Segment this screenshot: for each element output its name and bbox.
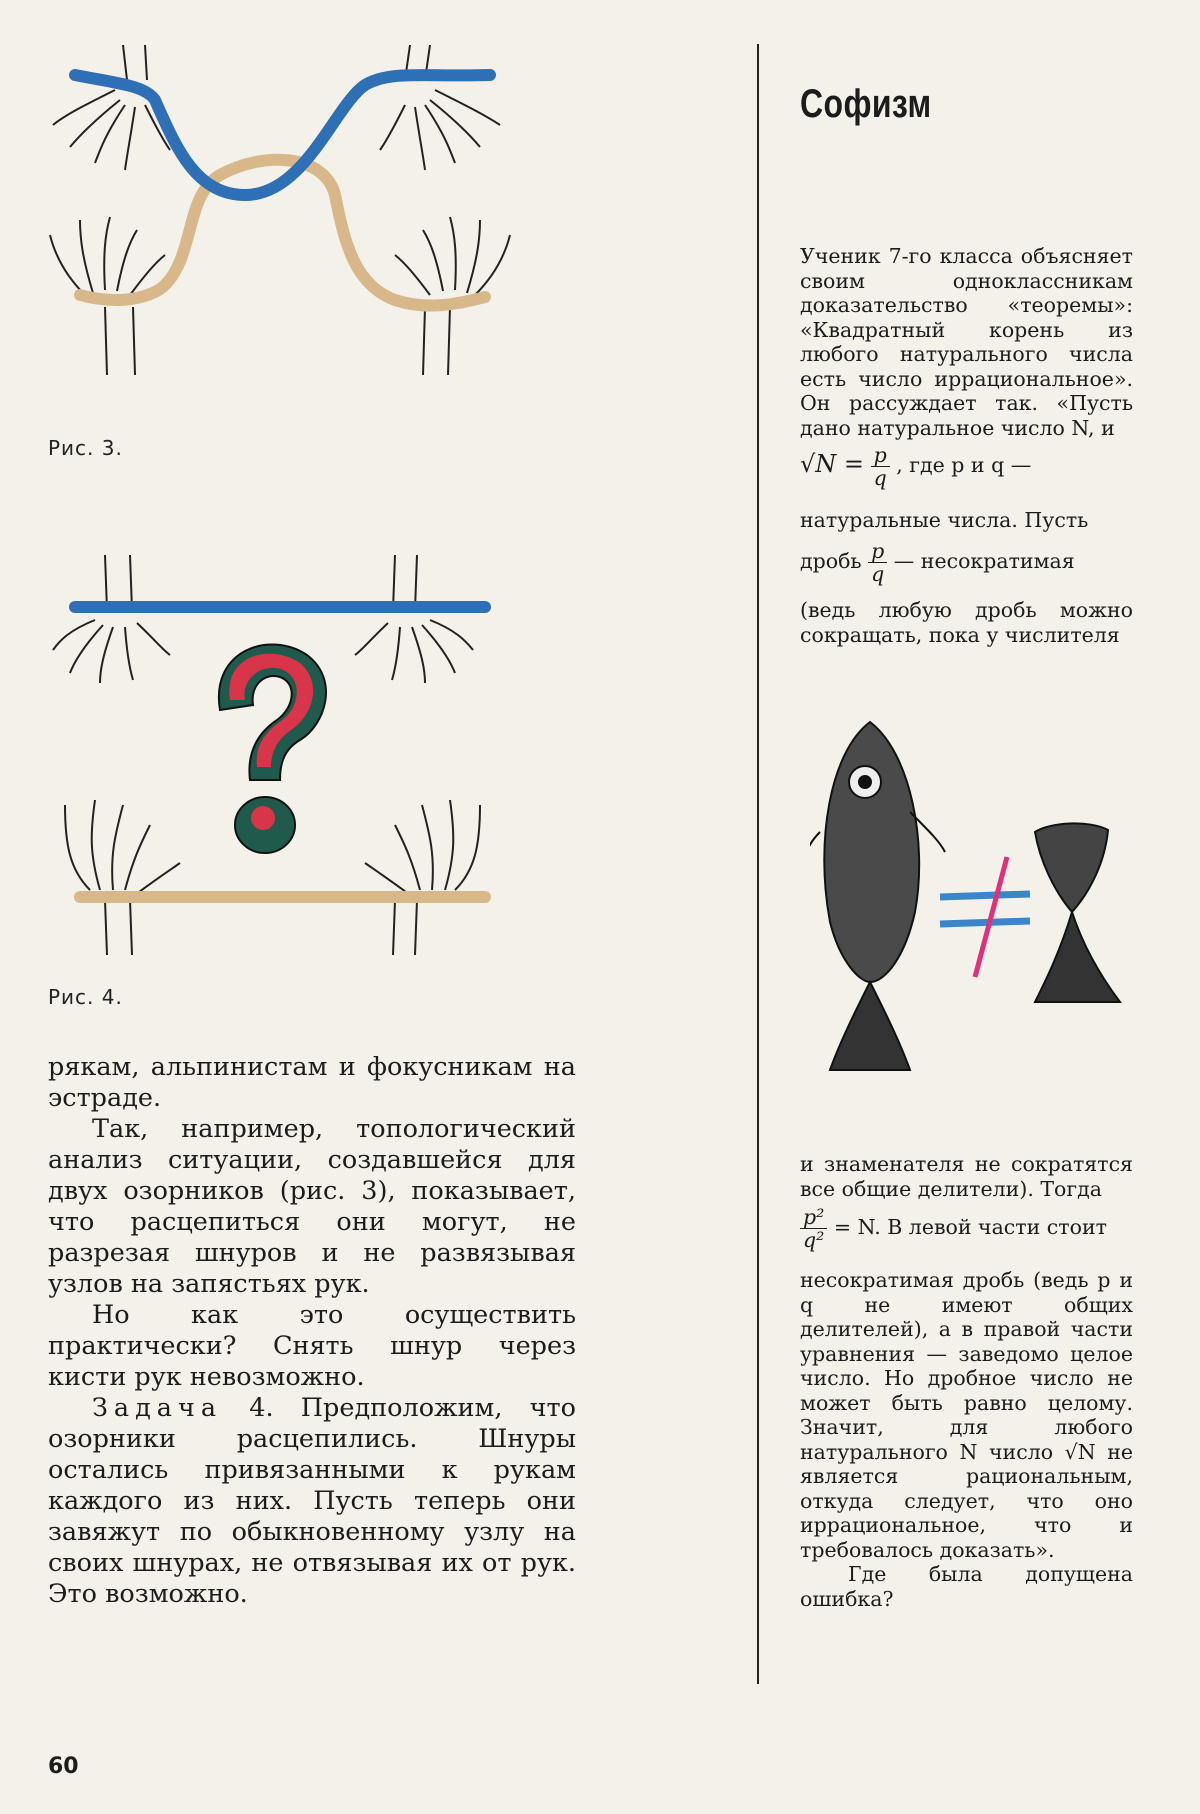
page-number: 60 [48,1754,79,1779]
sofism-paragraph-2: натуральные числа. Пусть [800,508,1089,532]
question-mark-icon [219,644,326,853]
sofism-line-3 [800,540,1133,585]
paragraph-4 [48,1393,576,1610]
hand-4-bottom-right [365,800,480,895]
hand-4-bottom-left [65,800,180,895]
paragraph-2: Так, например, топологический анализ ситуации, создавшейся для двух озорников (рис. 3), показывает, что расцепиться они могут, не разрезая шнуров и не развязывая узлов на запястьях рук. [48,1114,576,1299]
sofism-paragraph-5: и знаменателя не сократятся все общие делители). Тогда [800,1152,1133,1201]
hand-bottom-right [395,217,510,295]
fish-tail-only [1035,823,1120,1002]
frac-num: p [871,444,890,467]
paragraph-3: Но как это осуществить практически? Снять шнур через кисти рук невозможно. [48,1300,576,1392]
equation-1 [800,444,1133,489]
sqrt-n: √N = [800,450,865,478]
sofism-paragraph-6: несократимая дробь (ведь p и q не имеют общих делителей), а в правой части уравнения — заведомо целое число. Но дробное число не может быть равно целому. Значит, для любого натурального N число √N не является рациональным, откуда следует, что оно иррациональное, что и требовалось доказать». [800,1268,1133,1562]
hand-4-top-left [53,620,170,683]
column-divider [757,44,759,1684]
sofism-question: Где была допущена ошибка? [800,1562,1133,1611]
left-column-text [48,1052,576,1610]
fish-illustration [810,712,1140,1082]
hand-top-right [380,90,500,170]
task-label: Задача [92,1393,223,1423]
sofism-text-final [800,1268,1133,1611]
fraction-p2-q2 [800,1206,827,1251]
frac2-num: p [868,540,887,563]
figure-4-illustration [45,555,525,955]
fish-body [824,722,919,982]
eq1-rest: , где p и q — [896,453,1032,477]
fraction-p-q [871,444,890,489]
frac3-num: p² [800,1206,827,1229]
sofism-text-upper [800,244,1133,440]
figure-4-caption: Рис. 4. [48,985,123,1009]
figure-3-illustration [45,45,525,375]
not-equal-icon [940,857,1030,977]
paragraph-1: рякам, альпинистам и фокусникам на эстраде. [48,1052,576,1113]
sofism-line-2 [800,508,1133,533]
sofism-line-4 [800,598,1133,647]
task-text: 4. Предположим, что озорники расцепились. Шнуры остались привязанными к рукам каждого из них. Пусть теперь они завяжут по обыкновенному узлу на своих шнурах, не отвязывая их от рук. Это возможно. [48,1393,576,1609]
equation-2 [800,1206,1133,1251]
blue-rope [75,75,490,195]
sofism-paragraph-1: Ученик 7-го класса объясняет своим одноклассникам доказательство «теоремы»: «Квадратный корень из любого натурального числа есть число иррациональное». Он рассуждает так. «Пусть дано натуральное число N, и [800,244,1133,440]
fish-tail [830,982,910,1070]
frac3-den: q² [803,1228,825,1252]
sofism-paragraph-4: (ведь любую дробь можно сокращать, пока у числителя [800,598,1133,647]
word-nesokratimaya: — несократимая [893,549,1075,573]
sofism-text-lower [800,1152,1133,1201]
eq2-rest: = N. В левой части стоит [833,1215,1107,1239]
hand-bottom-left [50,217,165,295]
word-drob: дробь [800,549,862,573]
frac2-den: q [871,562,885,586]
frac-den: q [873,466,887,490]
figure-3-caption: Рис. 3. [48,436,123,460]
fraction-p-q-2 [868,540,887,585]
hand-4-top-right [355,620,473,683]
section-title: Софизм [800,82,932,126]
